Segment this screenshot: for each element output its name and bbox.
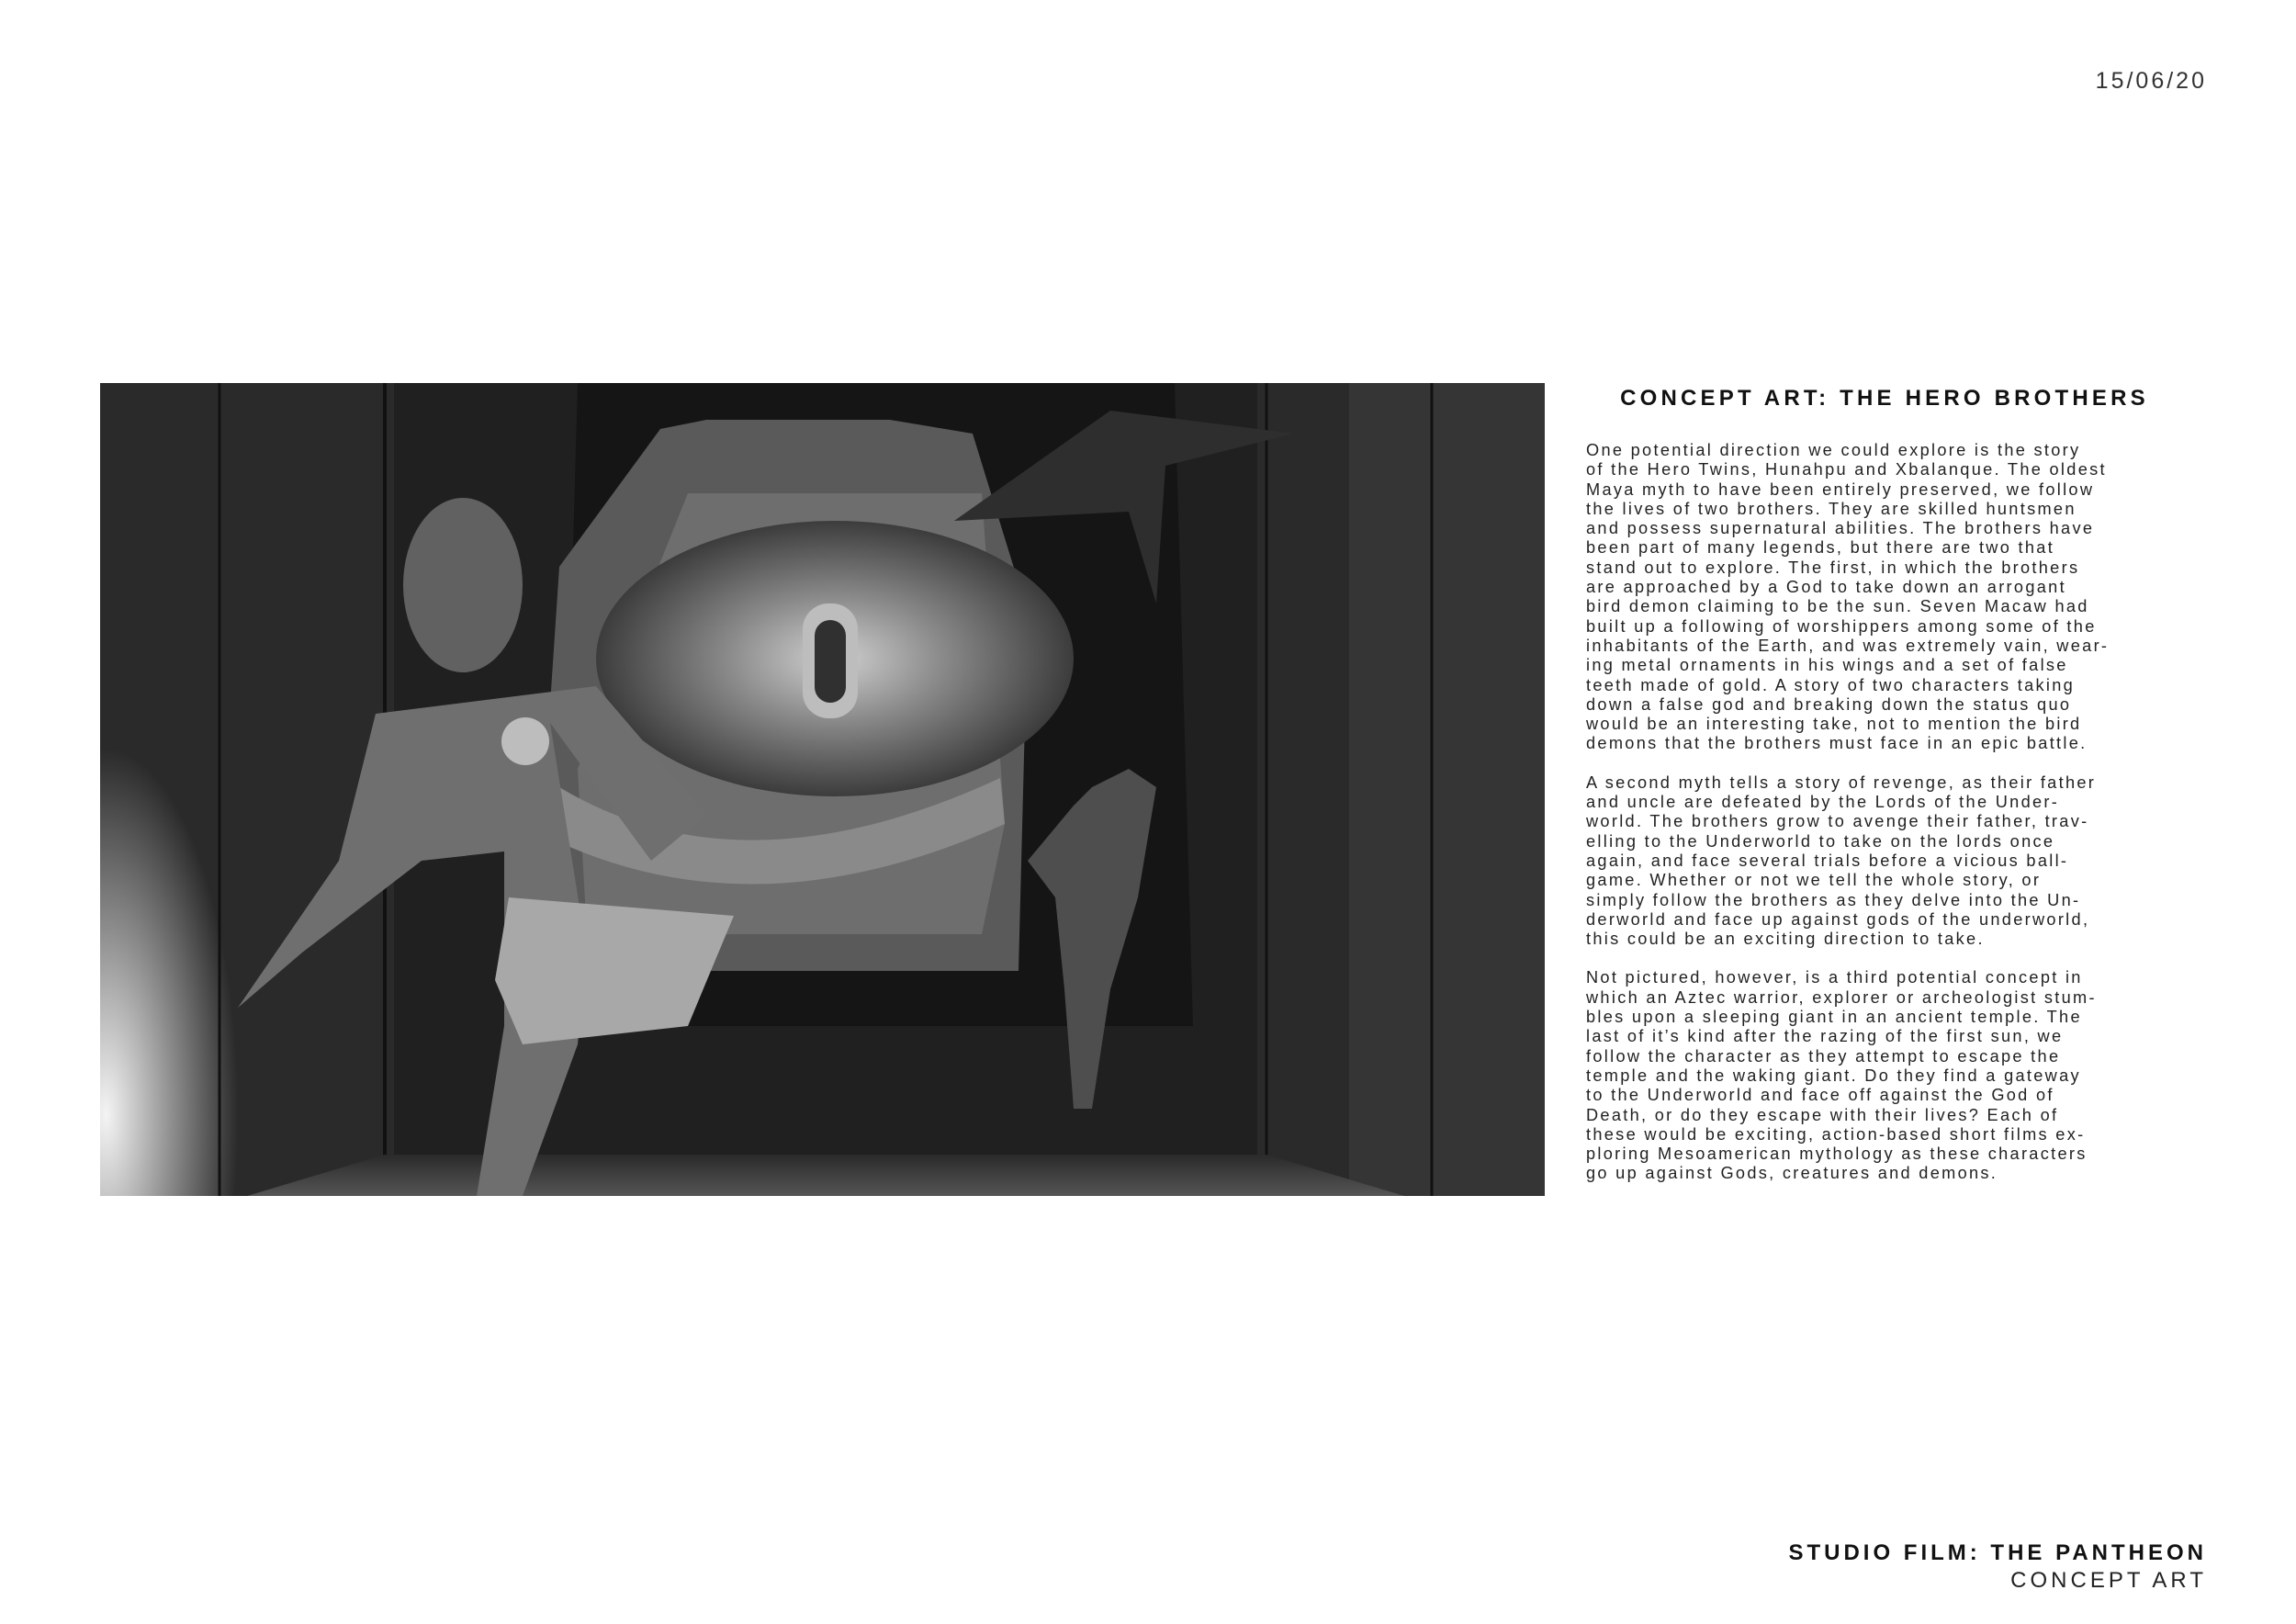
article-paragraph: A second myth tells a story of revenge, as their father and uncle are defeated by the Lords of the Under- world. The brothers grow to avenge their father, trav- elling to the Underworld to take on the lords once again, and face several trials before a vicious ball- game. Whether or not we tell the whole story, or simply follow the brothers as they delve into the Un- derworld and face up against gods of the underworld, this could be an exciting direction to take. (1586, 773, 2097, 949)
concept-art-image (100, 383, 1545, 1196)
article-paragraph: One potential direction we could explore is the story of the Hero Twins, Hunahpu and Xbalanque. The oldest Maya myth to have been entirely preserved, we follow the lives of two brothers. They are skilled huntsmen and possess supernatural abilities. The brothers have been part of many legends, but there are two that stand out to explore. The first, in which the brothers are approached by a God to take down an arrogant bird demon claiming to be the sun. Seven Macaw had built up a following of worshippers among some of the inhabitants of the Earth, and was extremely vain, wear- ing metal ornaments in his wings and a set of false teeth made of gold. A story of two characters taking down a false god and breaking down the status quo would be an interesting take, not to mention the bird demons that the brothers must face in an epic battle. (1586, 441, 2110, 753)
page-date: 15/06/20 (2095, 68, 2207, 94)
article (1586, 386, 2183, 1203)
footer-subtitle: CONCEPT ART (2010, 1568, 2207, 1593)
footer-title: STUDIO FILM: THE PANTHEON (1788, 1540, 2207, 1565)
concept-art-sketch (100, 383, 1545, 1196)
page-footer (1788, 1539, 2207, 1595)
article-title: CONCEPT ART: THE HERO BROTHERS (1620, 386, 2149, 411)
article-paragraph: Not pictured, however, is a third potential concept in which an Aztec warrior, explorer or archeologist stum- bles upon a sleeping giant in an ancient temple. The last of it’s kind after the razing of the first sun, we follow the character as they attempt to escape the temple and the waking giant. Do they find a gateway to the Underworld and face off against the God of Death, or do they escape with their lives? Each of these would be exciting, action-based short films ex- ploring Mesoamerican mythology as these characters go up against Gods, creatures and demons. (1586, 968, 2097, 1183)
